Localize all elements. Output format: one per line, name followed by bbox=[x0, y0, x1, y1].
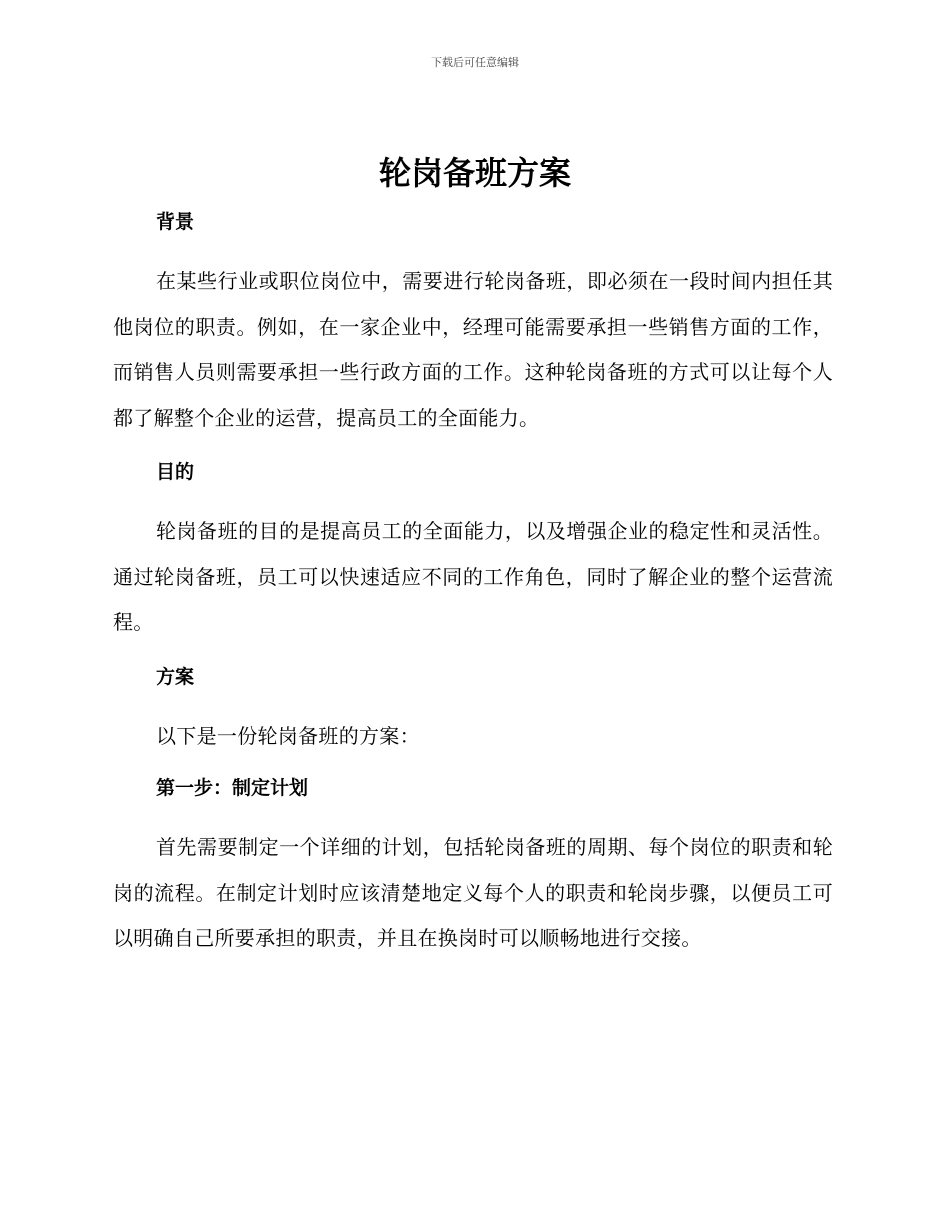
paragraph-purpose: 轮岗备班的目的是提高员工的全面能力，以及增强企业的稳定性和灵活性。通过轮岗备班，员工可以快速适应不同的工作角色，同时了解企业的整个运营流程。 bbox=[113, 519, 833, 634]
document-body bbox=[113, 203, 833, 962]
section-heading-purpose: 目的 bbox=[156, 461, 195, 483]
section-heading-background: 背景 bbox=[156, 211, 195, 233]
paragraph-background: 在某些行业或职位岗位中，需要进行轮岗备班，即必须在一段时间内担任其他岗位的职责。例如，在一家企业中，经理可能需要承担一些销售方面的工作，而销售人员则需要承担一些行政方面的工作。这种轮岗备班的方式可以让每个人都了解整个企业的运营，提高员工的全面能力。 bbox=[113, 269, 833, 430]
page-header-note: 下载后可任意编辑 bbox=[431, 56, 519, 69]
section-heading-step1: 第一步：制定计划 bbox=[156, 777, 309, 799]
paragraph-plan-intro: 以下是一份轮岗备班的方案： bbox=[156, 723, 420, 748]
document-title: 轮岗备班方案 bbox=[378, 154, 571, 192]
paragraph-step1: 首先需要制定一个详细的计划，包括轮岗备班的周期、每个岗位的职责和轮岗的流程。在制定计划时应该清楚地定义每个人的职责和轮岗步骤，以便员工可以明确自己所要承担的职责，并且在换岗时可以顺畅地进行交接。 bbox=[113, 835, 833, 950]
section-heading-plan: 方案 bbox=[156, 665, 195, 688]
